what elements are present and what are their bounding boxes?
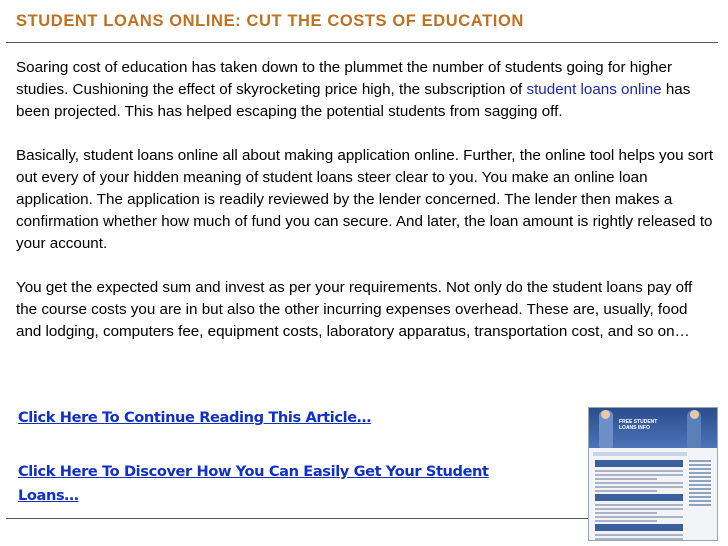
bottom-divider [6, 518, 590, 519]
paragraph-1-end: has been projected. This has helped escaping the potential students from sagging off. [16, 81, 691, 120]
paragraph-3: You get the expected sum and invest as per your requirements. Not only do the student loans pay off the course costs you are in but also the other incurring expenses overhead. These are, usually, food and lodging, computers fee, equipment costs, laboratory apparatus, transportation cost, and so on… [16, 279, 693, 340]
website-thumbnail[interactable] [588, 407, 718, 541]
title-divider [6, 42, 718, 43]
thumbnail-nav-bar [593, 452, 687, 456]
student-head-left [601, 410, 610, 419]
student-loans-online-link[interactable]: student loans online [526, 81, 662, 98]
student-head-right [690, 410, 699, 419]
thumbnail-header-text: FREE STUDENT LOANS INFO [619, 419, 658, 431]
paragraph-1 [16, 57, 716, 123]
continue-reading-link[interactable]: Click Here To Continue Reading This Article… [18, 409, 371, 426]
paragraph-1-start: Soaring cost of education has taken down to the plummet the number of students going for higher studies. Cushioning the effect of skyrocketing price high, the subscription of [16, 59, 672, 98]
article-body [16, 57, 716, 365]
paragraph-2: Basically, student loans online all about making application online. Further, the online tool helps you sort out every of your hidden meaning of student loans steer clear to you. You make an online loan application. The application is readily reviewed by the lender concerned. The lender then makes a confirmation whether how much of fund you can secure. And later, the loan amount is rightly released to your account. [16, 147, 714, 252]
thumbnail-main-column [595, 460, 683, 541]
article-title: STUDENT LOANS ONLINE: CUT THE COSTS OF EDUCATION [16, 12, 524, 30]
thumbnail-sidebar [689, 460, 711, 508]
discover-loans-link[interactable]: Click Here To Discover How You Can Easily Get Your Student Loans… [18, 463, 489, 504]
